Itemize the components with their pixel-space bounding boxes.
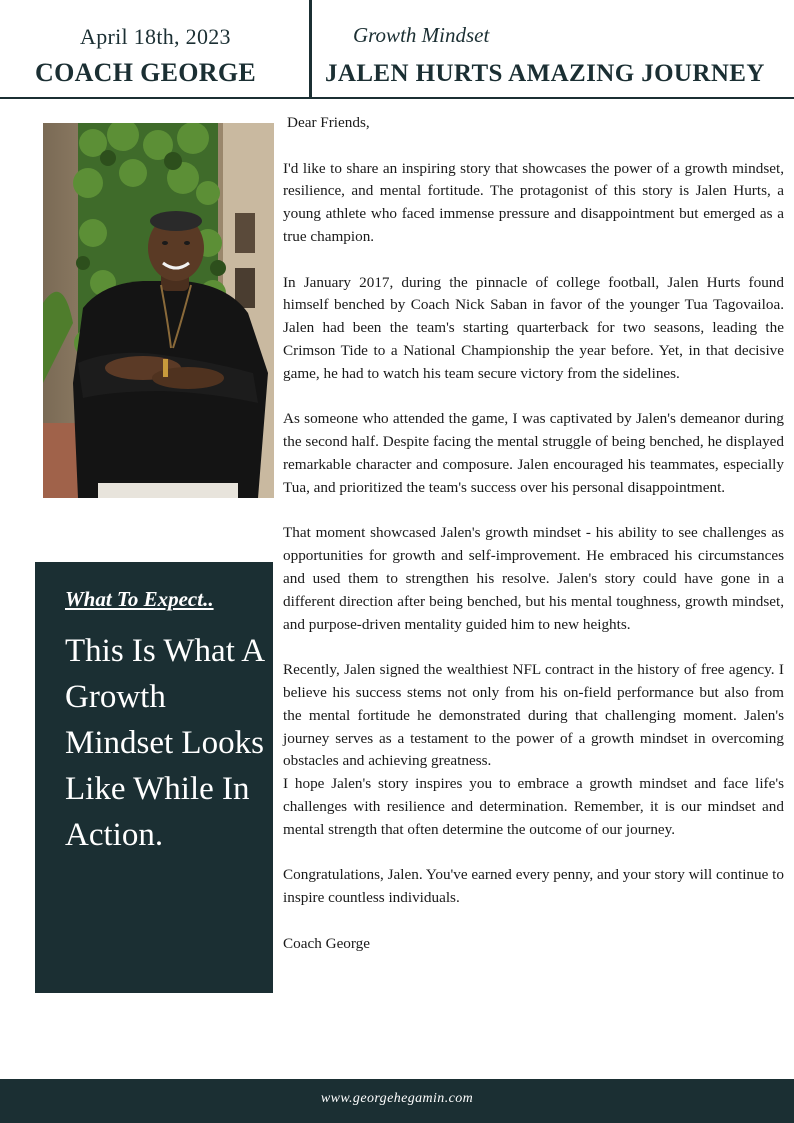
- letter-date: April 18th, 2023: [80, 24, 231, 49]
- author-name: COACH GEORGE: [35, 58, 257, 87]
- letter-greeting: Dear Friends,: [287, 114, 370, 131]
- letter-signoff: Coach George: [283, 934, 371, 952]
- letter-paragraph: I hope Jalen's story inspires you to embrace a growth mindset and face life's challenges with resilience and determination. Remember, it is our mindset and mental strength that often determine the outcome of our journey.: [283, 775, 784, 838]
- header-left: [0, 0, 310, 98]
- topic-tag: Growth Mindset: [353, 23, 490, 47]
- footer-bar: [0, 1079, 794, 1123]
- header-vertical-divider: [309, 0, 312, 98]
- letter-paragraph: As someone who attended the game, I was captivated by Jalen's demeanor during the second half. Despite facing the mental struggle of being benched, he displayed remarkable character and composure. Jalen encouraged his teammates, especially Tua, and prioritized the team's success over his personal disappointment.: [283, 410, 784, 496]
- website-link[interactable]: www.georgehegamin.com: [320, 1091, 474, 1106]
- letter-paragraph: In January 2017, during the pinnacle of college football, Jalen Hurts found himself benched by Coach Nick Saban in favor of the younger Tua Tagovailoa. Jalen had been the team's starting quarterback for two seasons, leading the Crimson Tide to a National Championship the year before. Yet, in that decisive game, he had to watch his team secure victory from the sidelines.: [283, 273, 784, 382]
- letter-paragraph: That moment showcased Jalen's growth mindset - his ability to see challenges as opportunities for growth and self-improvement. He embraced his circumstances and used them to strengthen his resolve. Jalen's story could have gone in a different direction after being benched, but his mental toughness, growth mindset, and purpose-driven mentality guided him to new heights.: [283, 524, 784, 633]
- header-horizontal-divider: [0, 97, 794, 99]
- letter-paragraph: Congratulations, Jalen. You've earned every penny, and your story will continue to inspire countless individuals.: [283, 866, 784, 907]
- page-title: JALEN HURTS AMAZING JOURNEY: [325, 60, 765, 87]
- sidebar-kicker: What To Expect..: [65, 587, 214, 611]
- letter-paragraph: Recently, Jalen signed the wealthiest NFL contract in the history of free agency. I believe his success stems not only from his on-field performance but also from the mental fortitude he demonstrated during that challenging moment. Jalen's journey serves as a testament to the power of a growth mindset in overcoming obstacles and achieving greatness.: [283, 661, 784, 770]
- sidebar-quote: This Is What A Growth Mindset Looks Like While In Action.: [65, 633, 264, 853]
- coach-photo: [43, 123, 274, 498]
- letter-body: [283, 112, 784, 955]
- letter-paragraph: I'd like to share an inspiring story that showcases the power of a growth mindset, resilience, and mental fortitude. The protagonist of this story is Jalen Hurts, a young athlete who faced immense pressure and disappointment but emerged as a true champion.: [283, 159, 784, 245]
- sidebar-callout: [35, 562, 273, 993]
